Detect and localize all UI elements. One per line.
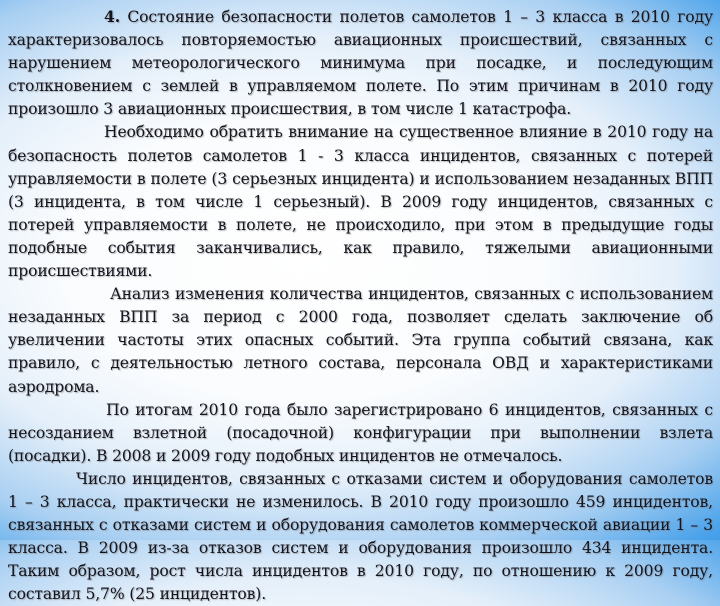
paragraph-number: 4. bbox=[104, 7, 120, 26]
paragraph-4: По итогам 2010 года было зарегистрировано 6 инцидентов, связанных с несозданием взлетной (посадочной) конфигурации при выполнении взлета (посадки). В 2008 и 2009 году подобных инцидентов не отмечалось. bbox=[8, 400, 713, 465]
paragraph-5: Число инцидентов, связанных с отказами систем и оборудования самолетов 1 – 3 класса, практически не изменилось. В 2010 году произошло 459 инцидентов, связанных с отказами систем и оборудования самолетов коммерческой авиации 1 – 3 класса. В 2009 из-за отказов систем и оборудования произошло 434 инцидента. Таким образом, рост числа инцидентов в 2010 году, по отношению к 2009 году, составил 5,7% (25 инцидентов). bbox=[8, 469, 713, 604]
paragraph-1-text: Состояние безопасности полетов самолетов 1 – 3 класса в 2010 году характеризовалось повторяемостью авиационных происшествий, связанных с нарушением метеорологического минимума при посадке, и последующим столкновением с землей в управляемом полете. По этим причинам в 2010 году произошло 3 авиационных происшествия, в том числе 1 катастрофа. bbox=[8, 8, 713, 119]
slide-text-block bbox=[8, 5, 713, 606]
paragraph-1 bbox=[8, 5, 713, 121]
paragraph-2: Необходимо обратить внимание на существенное влияние в 2010 году на безопасность полетов самолетов 1 - 3 класса инцидентов, связанных с потерей управляемости в полете (3 серьезных инцидента) и использованием незаданных ВПП (3 инцидента, в том числе 1 серьезный). В 2009 году инцидентов, связанных с потерей управляемости в полете, не происходило, при этом в предыдущие годы подобные события заканчивались, как правило, тяжелыми авиационными происшествиями. bbox=[8, 123, 713, 281]
paragraph-3: Анализ изменения количества инцидентов, связанных с использованием незаданных ВПП за период с 2000 года, позволяет сделать заключение об увеличении частоты этих опасных событий. Эта группа событий связана, как правило, с деятельностью летного состава, персонала ОВД и характеристиками аэродрома. bbox=[8, 285, 713, 396]
